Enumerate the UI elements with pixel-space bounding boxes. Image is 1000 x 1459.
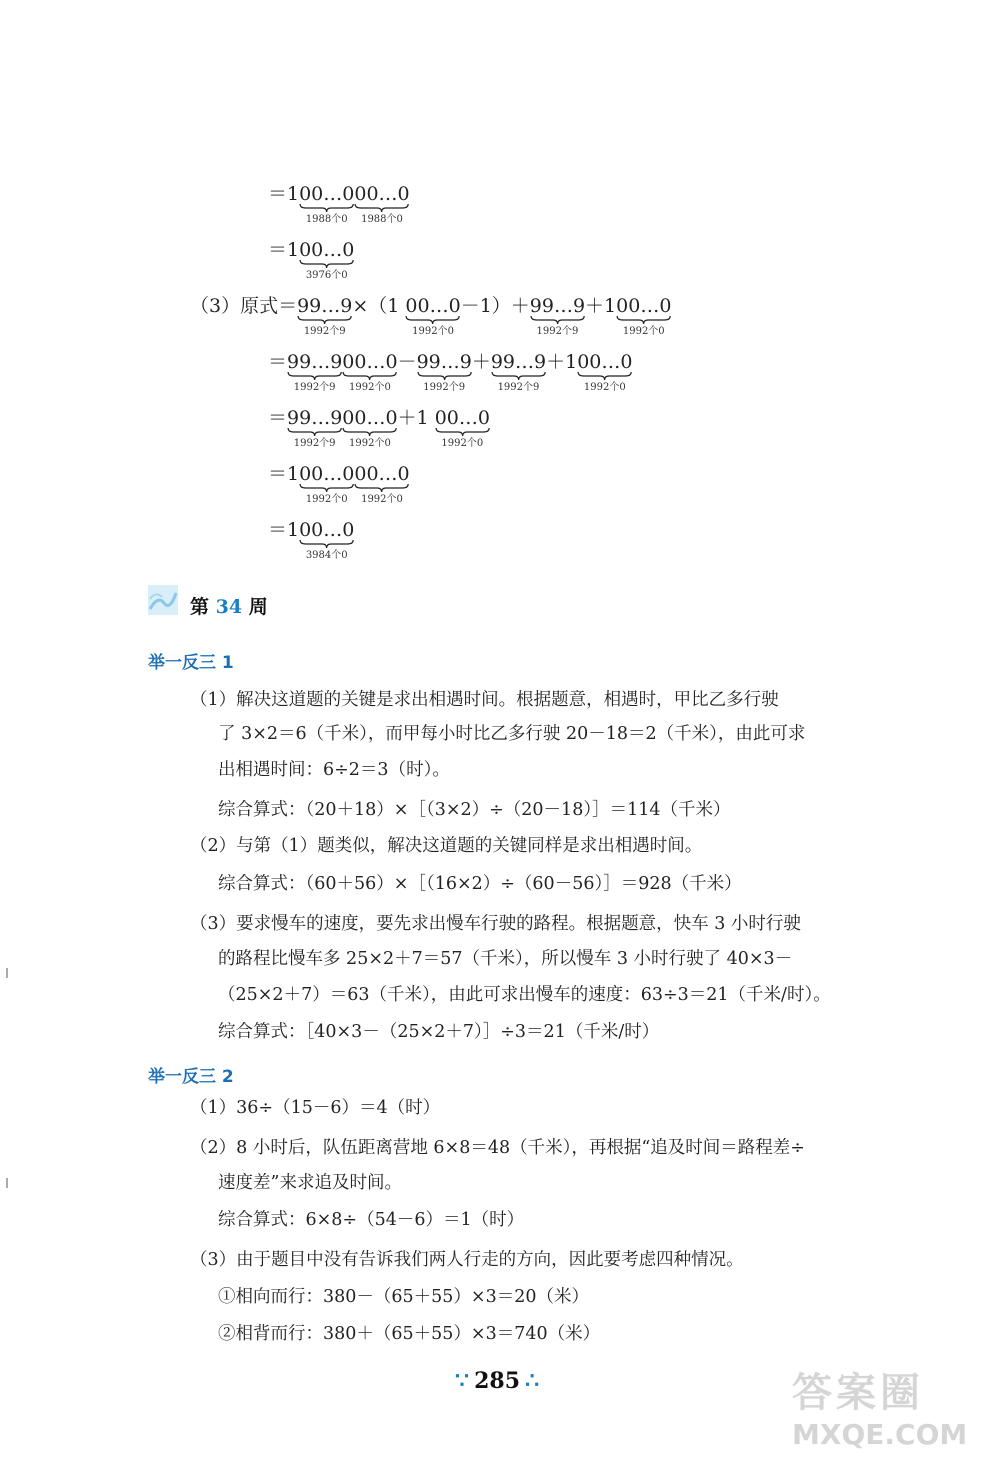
answer-line: ①相向而行：380－（65＋55）×3＝20（米） xyxy=(218,1287,590,1307)
equation-line xyxy=(268,238,355,281)
underbrace-group xyxy=(287,406,343,449)
brace-label: 1992个0 xyxy=(583,382,626,393)
equation-text: （3）原式＝ xyxy=(190,295,298,317)
page-footer xyxy=(455,1368,539,1394)
answer-line: 的路程比慢车多 25×2＋7＝57（千米），所以慢车 3 小时行驶了 40×3－ xyxy=(218,949,793,969)
underbrace-group xyxy=(616,294,672,337)
underbrace-icon xyxy=(435,427,490,437)
answer-line: 综合算式：［40×3－（25×2＋7）］÷3＝21（千米/时） xyxy=(218,1022,660,1042)
watermark-line2: MXQE.COM xyxy=(792,1418,968,1451)
dots-right-icon: ∴ xyxy=(525,1368,540,1394)
edge-mark xyxy=(6,968,8,978)
underbrace-icon xyxy=(417,371,472,381)
equation-text: ＝ xyxy=(268,351,288,373)
digit-run: 00…0 xyxy=(616,295,672,317)
brace-label: 1992个9 xyxy=(293,438,336,449)
brace-label: 1992个0 xyxy=(305,494,348,505)
answer-line: （3）由于题目中没有告诉我们两人行走的方向，因此要考虑四种情况。 xyxy=(190,1250,744,1270)
brace-label: 1992个0 xyxy=(361,494,403,505)
equation-text: －1）＋ xyxy=(460,295,530,317)
brace-label: 1992个0 xyxy=(349,438,391,449)
equation-line xyxy=(268,350,633,393)
answer-line: （25×2＋7）＝63（千米），由此可求出慢车的速度：63÷3＝21（千米/时）。 xyxy=(218,985,831,1005)
underbrace-group xyxy=(299,462,355,505)
answer-line: 了 3×2＝6（千米），而甲每小时比乙多行驶 20－18＝2（千米），由此可求 xyxy=(218,724,806,744)
digit-run: 00…0 xyxy=(354,463,410,485)
answer-line: （2）与第（1）题类似，解决这道题的关键同样是求出相遇时间。 xyxy=(190,836,703,856)
brace-label: 1992个9 xyxy=(497,382,540,393)
equation-text: ＋ xyxy=(471,351,491,373)
edge-mark xyxy=(6,1178,8,1188)
digit-run: 99…9 xyxy=(416,351,472,373)
brace-label: 1992个0 xyxy=(349,382,391,393)
equation-text: ＝1 xyxy=(268,239,300,261)
answer-line: 速度差”来求追及时间。 xyxy=(218,1173,402,1193)
underbrace-icon xyxy=(405,315,460,325)
answer-line: （3）要求慢车的速度，要先求出慢车行驶的路程。根据题意，快车 3 小时行驶 xyxy=(190,914,801,934)
digit-run: 00…0 xyxy=(299,183,355,205)
digit-run: 99…9 xyxy=(297,295,353,317)
underbrace-group xyxy=(287,350,343,393)
underbrace-icon xyxy=(342,371,397,381)
underbrace-icon xyxy=(491,371,546,381)
brace-label: 1992个9 xyxy=(293,382,336,393)
digit-run: 99…9 xyxy=(490,351,547,373)
section-heading-2: 举一反三 2 xyxy=(148,1067,234,1087)
underbrace-group xyxy=(299,182,355,225)
equation-text: ＋1 xyxy=(397,407,435,429)
underbrace-icon xyxy=(299,483,354,493)
brace-label: 1992个9 xyxy=(423,382,466,393)
equation-text: ＝1 xyxy=(268,519,300,541)
brace-label: 3984个0 xyxy=(305,550,348,561)
equation-text: ＝1 xyxy=(268,183,300,205)
brace-label: 1992个0 xyxy=(441,438,484,449)
underbrace-group xyxy=(354,182,410,225)
equation-text: ＝1 xyxy=(268,463,300,485)
underbrace-group xyxy=(354,462,410,505)
equation-text: ＋1 xyxy=(546,351,578,373)
underbrace-icon xyxy=(530,315,585,325)
digit-run: 99…9 xyxy=(287,351,343,373)
underbrace-icon xyxy=(299,203,354,213)
underbrace-group xyxy=(342,350,398,393)
underbrace-group xyxy=(416,350,472,393)
digit-run: 00…0 xyxy=(577,351,633,373)
underbrace-group xyxy=(405,294,461,337)
week-suffix: 周 xyxy=(242,596,268,618)
brace-label: 1992个9 xyxy=(303,326,346,337)
underbrace-group xyxy=(299,518,355,561)
digit-run: 00…0 xyxy=(354,183,410,205)
digit-run: 00…0 xyxy=(342,407,398,429)
digit-run: 00…0 xyxy=(405,295,461,317)
answer-line: 综合算式：6×8÷（54－6）＝1（时） xyxy=(218,1210,525,1230)
underbrace-icon xyxy=(299,539,354,549)
answer-line: （2）8 小时后，队伍距离营地 6×8＝48（千米），再根据“追及时间＝路程差÷ xyxy=(190,1138,805,1158)
underbrace-group xyxy=(490,350,547,393)
underbrace-icon xyxy=(577,371,632,381)
underbrace-group xyxy=(299,238,355,281)
underbrace-group xyxy=(529,294,586,337)
underbrace-icon xyxy=(354,203,409,213)
equation-line xyxy=(268,462,410,505)
equation-text: － xyxy=(397,351,417,373)
watermark-line1: 答案圈 xyxy=(792,1370,924,1416)
underbrace-group xyxy=(577,350,633,393)
brace-label: 1992个9 xyxy=(536,326,579,337)
underbrace-icon xyxy=(299,259,354,269)
digit-run: 00…0 xyxy=(342,351,398,373)
section-heading-1: 举一反三 1 xyxy=(148,653,234,673)
week-decoration-icon xyxy=(148,585,178,615)
digit-run: 99…9 xyxy=(529,295,586,317)
week-number: 34 xyxy=(215,596,243,618)
equation-text: ＝ xyxy=(268,407,288,429)
equation-line xyxy=(268,518,355,561)
week-heading xyxy=(190,592,268,619)
digit-run: 99…9 xyxy=(287,407,343,429)
answer-line: 综合算式：（60＋56）×［（16×2）÷（60－56）］＝928（千米） xyxy=(218,874,742,894)
equation-text: ×（1 xyxy=(352,295,406,317)
brace-label: 1988个0 xyxy=(305,214,348,225)
watermark-logo xyxy=(792,1361,992,1451)
week-prefix: 第 xyxy=(190,596,216,618)
digit-run: 00…0 xyxy=(299,239,355,261)
underbrace-icon xyxy=(287,371,342,381)
equation-line xyxy=(268,182,410,225)
brace-label: 1992个0 xyxy=(622,326,665,337)
digit-run: 00…0 xyxy=(434,407,490,429)
underbrace-icon xyxy=(297,315,352,325)
underbrace-group xyxy=(297,294,353,337)
equation-text: ＋1 xyxy=(585,295,617,317)
equation-line xyxy=(268,406,490,449)
equation-line xyxy=(190,294,672,337)
answer-line: ②相背而行：380＋（65＋55）×3＝740（米） xyxy=(218,1324,601,1344)
answer-line: 综合算式：（20＋18）×［（3×2）÷（20－18）］＝114（千米） xyxy=(218,800,731,820)
brace-label: 1992个0 xyxy=(412,326,454,337)
digit-run: 00…0 xyxy=(299,519,355,541)
underbrace-icon xyxy=(616,315,671,325)
underbrace-icon xyxy=(287,427,342,437)
brace-label: 3976个0 xyxy=(305,270,348,281)
dots-left-icon: ∵ xyxy=(455,1368,469,1394)
underbrace-group xyxy=(342,406,398,449)
answer-line: （1）36÷（15－6）＝4（时） xyxy=(190,1098,441,1118)
answer-line: 出相遇时间：6÷2＝3（时）。 xyxy=(218,760,450,780)
brace-label: 1988个0 xyxy=(361,214,403,225)
underbrace-icon xyxy=(354,483,409,493)
underbrace-group xyxy=(434,406,490,449)
answer-line: （1）解决这道题的关键是求出相遇时间。根据题意，相遇时，甲比乙多行驶 xyxy=(190,690,779,710)
digit-run: 00…0 xyxy=(299,463,355,485)
page-number: 285 xyxy=(474,1368,521,1394)
underbrace-icon xyxy=(342,427,397,437)
